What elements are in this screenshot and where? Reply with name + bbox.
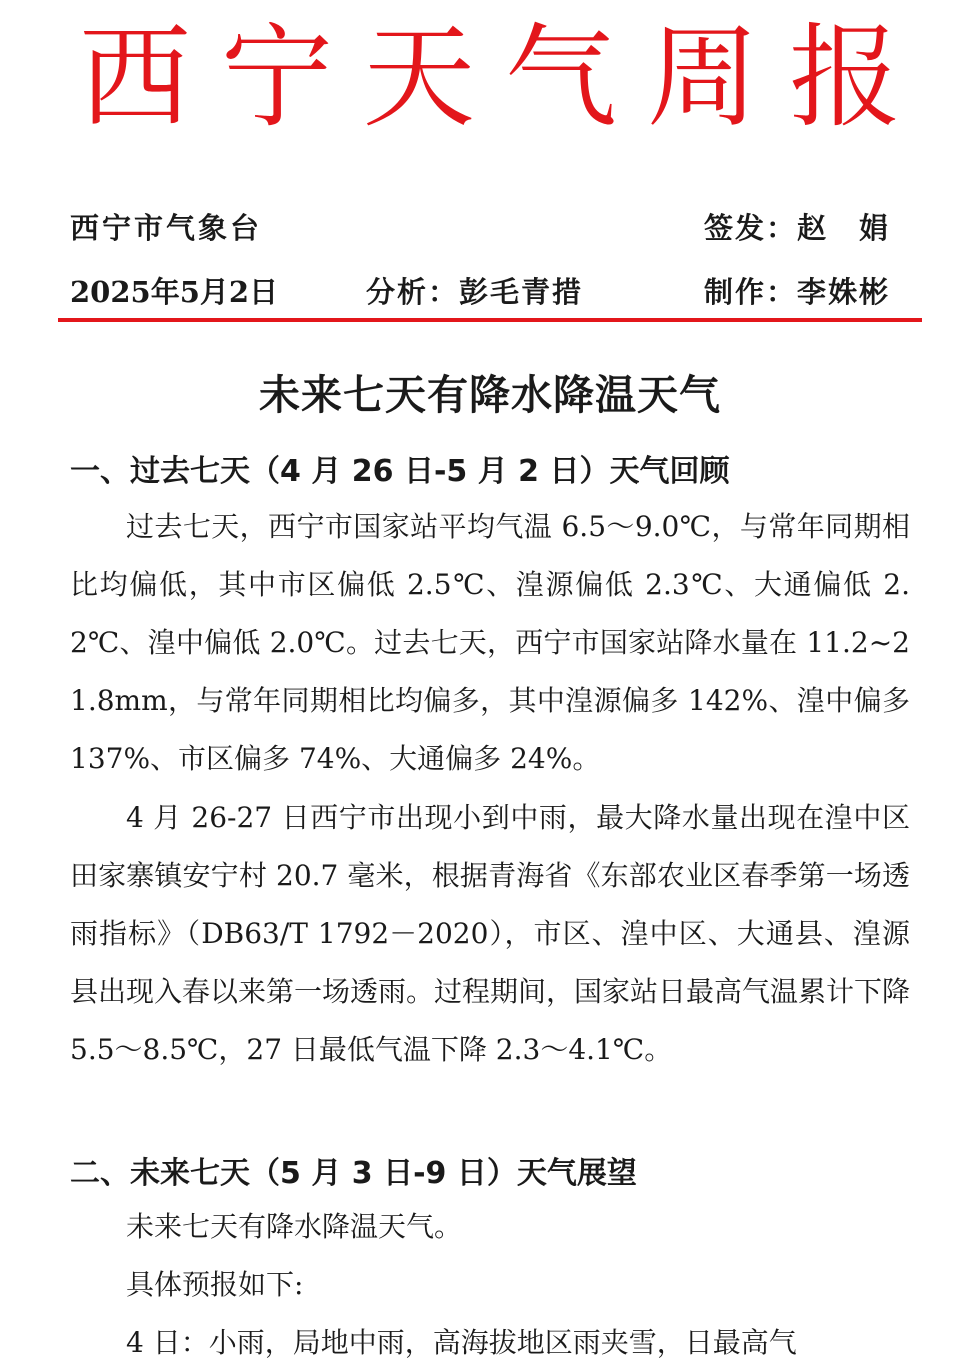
issue-date: 2025年5月2日 xyxy=(70,275,279,309)
section-2-paragraph-2: 具体预报如下: xyxy=(126,1268,304,1301)
section-1-heading: 一、过去七天（4 月 26 日-5 月 2 日）天气回顾 xyxy=(70,454,730,489)
section-1-paragraph-2: 4 月 26-27 日西宁市出现小到中雨，最大降水量出现在湟中区田家寨镇安宁村 20.7 毫米，根据青海省《东部农业区春季第一场透雨指标》（DB63/T 1792－2020），市区、湟中区、大通县、湟源县出现入春以来第一场透雨。过程期间，国家站日最高气温累计下降 5.5～8.5℃，27 日最低气温下降 2.3～4.1℃。 xyxy=(70,801,911,1066)
header-divider xyxy=(58,318,922,322)
section-2-paragraph-3: 4 日：小雨，局地中雨，高海拔地区雨夹雪，日最高气 xyxy=(126,1326,797,1359)
section-1-paragraph-1: 过去七天，西宁市国家站平均气温 6.5～9.0℃，与常年同期相比均偏低，其中市区偏低 2.5℃、湟源偏低 2.3℃、大通偏低 2.2℃、湟中偏低 2.0℃。过去七天，西宁市国家站降水量在 11.2~21.8mm，与常年同期相比均偏多，其中湟源偏多 142%、湟中偏多 137%、市区偏多 74%、大通偏多 24%。 xyxy=(70,510,910,775)
analyst-label: 分析：彭毛青措 xyxy=(366,275,584,309)
section-2-paragraph-1: 未来七天有降水降温天气。 xyxy=(126,1210,463,1243)
producer-label: 制作：李姝彬 xyxy=(703,275,890,309)
signer-label: 签发：赵 娟 xyxy=(703,211,890,245)
header-row-1 xyxy=(70,206,890,246)
document-title: 未来七天有降水降温天气 xyxy=(259,371,721,419)
section-2-heading: 二、未来七天（5 月 3 日-9 日）天气展望 xyxy=(70,1156,637,1191)
issuer-label: 西宁市气象台 xyxy=(70,211,263,245)
masthead-title: 西宁天气周报 xyxy=(79,13,931,143)
header-row-2 xyxy=(70,270,890,310)
